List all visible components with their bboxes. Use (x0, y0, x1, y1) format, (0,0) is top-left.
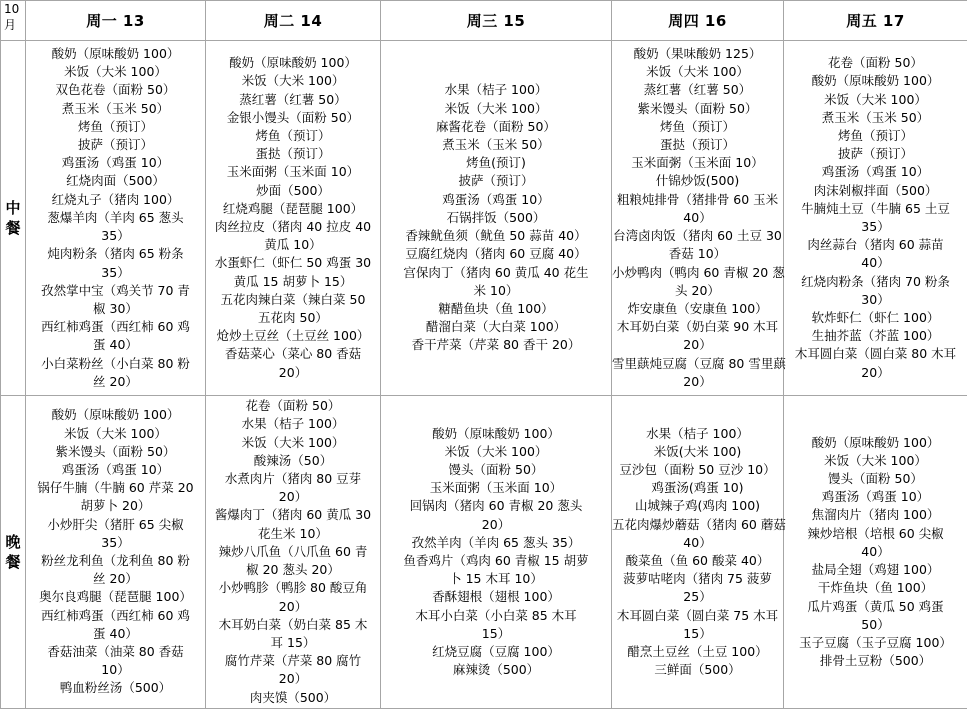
dish-line: 雪里蕻炖豆腐（豆腐 80 雪里蕻 (612, 355, 786, 371)
dish-line: 酸辣汤（50） (253, 452, 333, 468)
dish-line: 烤鱼(预订) (466, 155, 526, 171)
dish-line: 馒头（面粉 50） (828, 471, 923, 487)
dish-line: 米饭（大米 100） (444, 443, 548, 459)
day-header-tue: 周二 14 (206, 1, 381, 41)
dish-line: 酱爆肉丁（猪肉 60 黄瓜 30 (214, 507, 372, 523)
lunch-label (1, 41, 26, 396)
dish-line: 酸菜鱼（鱼 60 酸菜 40） (625, 553, 770, 568)
dinner-fri-dishes (784, 396, 967, 709)
dish-line: 米饭(大米 100) (653, 443, 742, 459)
dish-line: 香菇 10） (668, 246, 727, 262)
dinner-label (1, 396, 26, 709)
month-unit: 月 (4, 18, 17, 32)
dish-line: 米饭（大米 100） (444, 100, 548, 116)
dish-line: 40） (861, 543, 890, 559)
dish-line: 米饭（大米 100） (646, 64, 749, 80)
dish-line: 酸奶（原味酸奶 100） (811, 434, 940, 450)
dinner-label-char: 晚 (5, 533, 21, 551)
dish-line: 山城辣子鸡(鸡肉 100) (634, 498, 761, 514)
month-number: 10 (4, 2, 20, 16)
dish-line: 20） (278, 364, 308, 380)
dinner-row (1, 396, 967, 709)
dish-line: 米饭（大米 100） (64, 64, 167, 80)
dish-line: 红烧豆腐（豆腐 100） (432, 644, 560, 660)
dish-line: 宫保肉丁（猪肉 60 黄瓜 40 花生 (403, 264, 589, 280)
dish-line: 孜然羊肉（羊肉 65 葱头 35） (411, 534, 581, 550)
dish-line: 米饭（大米 100） (64, 425, 167, 441)
dish-line: 披萨（预订） (77, 137, 153, 153)
dish-line: 馒头（面粉 50） (448, 461, 544, 477)
day-header-fri: 周五 17 (784, 1, 967, 41)
dish-line: 米饭（大米 100） (824, 91, 927, 107)
dish-line: 酸奶（果味酸奶 125） (633, 46, 762, 62)
dish-line: 烤鱼（预订） (837, 127, 913, 143)
header-row (1, 1, 967, 41)
dish-line: 蛋挞（预订） (255, 146, 331, 162)
dish-line: 水蛋虾仁（虾仁 50 鸡蛋 30 (214, 255, 372, 271)
dish-line: 肉沫剁椒拌面（500） (813, 182, 938, 198)
dish-line: 红烧鸡腿（琵琶腿 100） (222, 200, 364, 216)
dish-line: 红烧肉面（500） (66, 173, 165, 189)
dish-line: 煮玉米（玉米 50） (61, 100, 170, 116)
dish-line: 20） (861, 364, 890, 380)
dish-line: 木耳奶白菜（奶白菜 85 木 (218, 616, 368, 632)
dish-line: 米 10） (473, 282, 519, 298)
dish-line: 蒸红薯（红薯 50） (239, 91, 347, 107)
dish-line: 酸奶（原味酸奶 100） (432, 425, 560, 441)
dish-line: 肉丝蒜台（猪肉 60 蒜苗 (807, 237, 944, 253)
dish-line: 玉米面粥（玉米面 10） (429, 480, 563, 496)
dish-line: 30） (861, 291, 890, 307)
dish-line: 木耳圆白菜（圆白菜 80 木耳 (794, 346, 957, 362)
dish-line: 20） (278, 489, 308, 505)
dish-line: 35） (101, 228, 130, 244)
dish-line: 西红柿鸡蛋（西红柿 60 鸡 (41, 319, 190, 335)
lunch-mon-dishes (26, 41, 206, 396)
dish-line: 鸡蛋汤（鸡蛋 10） (821, 489, 930, 505)
dish-line: 五花肉 50） (258, 310, 328, 326)
dish-line: 水果（桔子 100） (444, 82, 548, 98)
dish-line: 烤鱼（预订） (255, 127, 331, 143)
dish-line: 蛋挞（预订） (659, 137, 735, 153)
dish-line: 玉子豆腐（玉子豆腐 100） (799, 634, 952, 650)
dish-line: 鱼香鸡片（鸡肉 60 青椒 15 胡萝 (403, 553, 589, 568)
dish-line: 披萨（预订） (837, 146, 913, 162)
dish-line: 三鲜面（500） (654, 662, 741, 678)
dish-line: 鸡蛋汤(鸡蛋 10) (651, 480, 744, 496)
dish-line: 焦溜肉片（猪肉 100） (811, 507, 940, 523)
dish-line: 花生米 10） (258, 525, 328, 541)
dish-line: 40） (683, 534, 712, 550)
dish-line: 椒 30） (93, 300, 138, 316)
lunch-thu-dishes (612, 41, 784, 396)
dish-line: 小炒鸭肉（鸭肉 60 青椒 20 葱 (612, 264, 785, 280)
dish-line: 小白菜粉丝（小白菜 80 粉 (41, 355, 190, 371)
dish-line: 丝 20） (93, 373, 138, 389)
dish-line: 15） (481, 625, 511, 641)
dish-line: 炸安康鱼（安康鱼 100） (627, 300, 768, 316)
dish-line: 排骨土豆粉（500） (819, 653, 932, 669)
dish-line: 红烧肉粉条（猪肉 70 粉条 (801, 273, 950, 289)
dish-line: 鸡蛋汤（鸡蛋 10） (442, 191, 550, 207)
dish-line: 炖肉粉条（猪肉 65 粉条 (47, 246, 184, 262)
month-cell (1, 1, 26, 41)
dish-line: 玉米面粥（玉米面 10） (226, 164, 360, 180)
dish-line: 耳 15） (270, 634, 316, 650)
dish-line: 金银小馒头（面粉 50） (226, 109, 360, 125)
dish-line: 盐局全翅（鸡翅 100） (811, 562, 940, 578)
day-header-thu: 周四 16 (612, 1, 784, 41)
dish-line: 小炒鸭胗（鸭胗 80 酸豆角 (218, 580, 368, 596)
dish-line: 软炸虾仁（虾仁 100） (811, 310, 940, 326)
day-header-mon: 周一 13 (26, 1, 206, 41)
dish-line: 辣炒八爪鱼（八爪鱼 60 青 (218, 543, 368, 559)
dish-line: 20） (683, 337, 712, 353)
dish-line: 50） (861, 616, 890, 632)
dish-line: 酸奶（原味酸奶 100） (811, 73, 940, 89)
dish-line: 醋溜白菜（大白菜 100） (425, 319, 567, 335)
dish-line: 水煮肉片（猪肉 80 豆芽 (224, 471, 362, 487)
dish-line: 腐竹芹菜（芹菜 80 腐竹 (224, 653, 362, 669)
lunch-wed-dishes (381, 41, 612, 396)
dish-line: 肉夹馍（500） (249, 689, 337, 705)
dish-line: 蛋 40） (93, 625, 138, 641)
dish-line: 米饭（大米 100） (824, 452, 927, 468)
dish-line: 木耳奶白菜（奶白菜 90 木耳 (616, 319, 779, 335)
dinner-mon-dishes (26, 396, 206, 709)
dish-line: 豆沙包（面粉 50 豆沙 10） (619, 461, 776, 477)
dinner-label-char: 餐 (5, 553, 21, 571)
dish-line: 麻辣烫（500） (452, 662, 540, 678)
dish-line: 鸡蛋汤（鸡蛋 10） (61, 461, 170, 477)
dish-line: 头 20） (675, 282, 720, 298)
dinner-wed-dishes (381, 396, 612, 709)
dish-line: 花卷（面粉 50） (245, 398, 341, 414)
dish-line: 丝 20） (93, 571, 138, 587)
dish-line: 黄瓜 15 胡萝卜 15） (233, 273, 353, 289)
dish-line: 香干芹菜（芹菜 80 香干 20） (411, 337, 581, 353)
dish-line: 烤鱼（预订） (77, 118, 153, 134)
dish-line: 35） (861, 219, 890, 234)
dish-line: 35） (101, 534, 130, 550)
dish-line: 黄瓜 10） (264, 237, 322, 253)
dish-line: 煮玉米（玉米 50） (821, 109, 930, 125)
dish-line: 20） (481, 516, 511, 532)
dish-line: 牛腩炖土豆（牛腩 65 土豆 (801, 200, 950, 216)
dish-line: 烤鱼（预订） (659, 118, 735, 134)
dish-line: 椒 20 葱头 20） (246, 562, 340, 578)
dish-line: 紫米馒头（面粉 50） (637, 100, 758, 116)
dish-line: 香酥翅根（翅根 100） (432, 589, 560, 605)
dish-line: 瓜片鸡蛋（黄瓜 50 鸡蛋 (807, 598, 944, 614)
lunch-row (1, 41, 967, 396)
dish-line: 红烧丸子（猪肉 100） (51, 191, 180, 207)
dish-line: 五花肉爆炒蘑菇（猪肉 60 蘑菇 (612, 516, 786, 532)
dish-line: 紫米馒头（面粉 50） (55, 443, 176, 459)
dish-line: 酸奶（原味酸奶 100） (51, 407, 180, 423)
dish-line: 水果（桔子 100） (646, 425, 749, 441)
dish-line: 五花肉辣白菜（辣白菜 50 (220, 291, 366, 307)
dish-line: 20） (278, 598, 308, 614)
dish-line: 香辣鱿鱼须（鱿鱼 50 蒜苗 40） (405, 228, 587, 244)
dish-line: 小炒肝尖（猪肝 65 尖椒 (47, 516, 184, 532)
dish-line: 木耳圆白菜（圆白菜 75 木耳 (616, 607, 779, 623)
dish-line: 卜 15 木耳 10） (449, 571, 543, 587)
dish-line: 菠萝咕咾肉（猪肉 75 菠萝 (623, 571, 772, 587)
dish-line: 水果（桔子 100） (241, 416, 345, 432)
dish-line: 10） (101, 662, 130, 678)
lunch-label-char: 餐 (5, 219, 21, 237)
dish-line: 干炸鱼块（鱼 100） (817, 580, 934, 596)
dish-line: 胡萝卜 20） (80, 498, 151, 514)
dish-line: 辣炒培根（培根 60 尖椒 (807, 525, 944, 541)
dish-line: 蒸红薯（红薯 50） (643, 82, 752, 98)
dish-line: 糖醋鱼块（鱼 100） (438, 300, 554, 316)
dish-line: 鸡蛋汤（鸡蛋 10） (821, 164, 930, 180)
dish-line: 20） (683, 373, 712, 389)
dish-line: 石锅拌饭（500） (446, 209, 546, 225)
dish-line: 鸭血粉丝汤（500） (59, 680, 172, 696)
dish-line: 25） (683, 589, 712, 605)
dish-line: 孜然掌中宝（鸡关节 70 青 (41, 282, 190, 298)
dinner-tue-dishes (206, 396, 381, 709)
dish-line: 生抽芥蓝（芥蓝 100） (811, 328, 940, 344)
dish-line: 酸奶（原味酸奶 100） (229, 55, 357, 71)
dish-line: 回锅肉（猪肉 60 青椒 20 葱头 (409, 498, 583, 514)
dish-line: 煮玉米（玉米 50） (442, 137, 550, 153)
day-header-wed: 周三 15 (381, 1, 612, 41)
dish-line: 双色花卷（面粉 50） (55, 82, 176, 98)
dinner-thu-dishes (612, 396, 784, 709)
dish-line: 粗粮炖排骨（猪排骨 60 玉米 (616, 191, 779, 207)
dish-line: 15） (683, 625, 712, 641)
lunch-fri-dishes (784, 41, 967, 396)
dish-line: 20） (278, 671, 308, 687)
dish-line: 香菇油菜（油菜 80 香菇 (47, 644, 184, 660)
dish-line: 香菇菜心（菜心 80 香菇 (224, 346, 362, 362)
dish-line: 蛋 40） (93, 337, 138, 353)
dish-line: 40） (683, 209, 712, 225)
lunch-label-char: 中 (5, 199, 21, 217)
dish-line: 粉丝龙利鱼（龙利鱼 80 粉 (41, 553, 190, 568)
dish-line: 葱爆羊肉（羊肉 65 葱头 (47, 209, 184, 225)
dish-line: 肉丝拉皮（猪肉 40 拉皮 40 (214, 219, 372, 234)
dish-line: 玉米面粥（玉米面 10） (631, 155, 764, 171)
dish-line: 麻酱花卷（面粉 50） (436, 118, 556, 134)
dish-line: 米饭（大米 100） (241, 73, 345, 89)
dish-line: 豆腐红烧肉（猪肉 60 豆腐 40） (405, 246, 587, 262)
dish-line: 醋烹土豆丝（土豆 100） (627, 644, 768, 660)
dish-line: 什锦炒饭(500) (655, 173, 740, 189)
dish-line: 酸奶（原味酸奶 100） (51, 46, 180, 62)
dish-line: 奥尔良鸡腿（琵琶腿 100） (39, 589, 192, 605)
dish-line: 鸡蛋汤（鸡蛋 10） (61, 155, 170, 171)
dish-line: 35） (101, 264, 130, 280)
dish-line: 40） (861, 255, 890, 271)
dish-line: 披萨（预订） (458, 173, 534, 189)
dish-line: 台湾卤肉饭（猪肉 60 土豆 30 (613, 228, 782, 244)
dish-line: 米饭（大米 100） (241, 434, 345, 450)
dish-line: 花卷（面粉 50） (828, 55, 923, 71)
dish-line: 炝炒土豆丝（土豆丝 100） (216, 328, 370, 344)
lunch-tue-dishes (206, 41, 381, 396)
dish-line: 锅仔牛腩（牛腩 60 芹菜 20 (37, 480, 194, 496)
dish-line: 木耳小白菜（小白菜 85 木耳 (415, 607, 577, 623)
dish-line: 西红柿鸡蛋（西红柿 60 鸡 (41, 607, 190, 623)
dish-line: 炒面（500） (256, 182, 330, 198)
